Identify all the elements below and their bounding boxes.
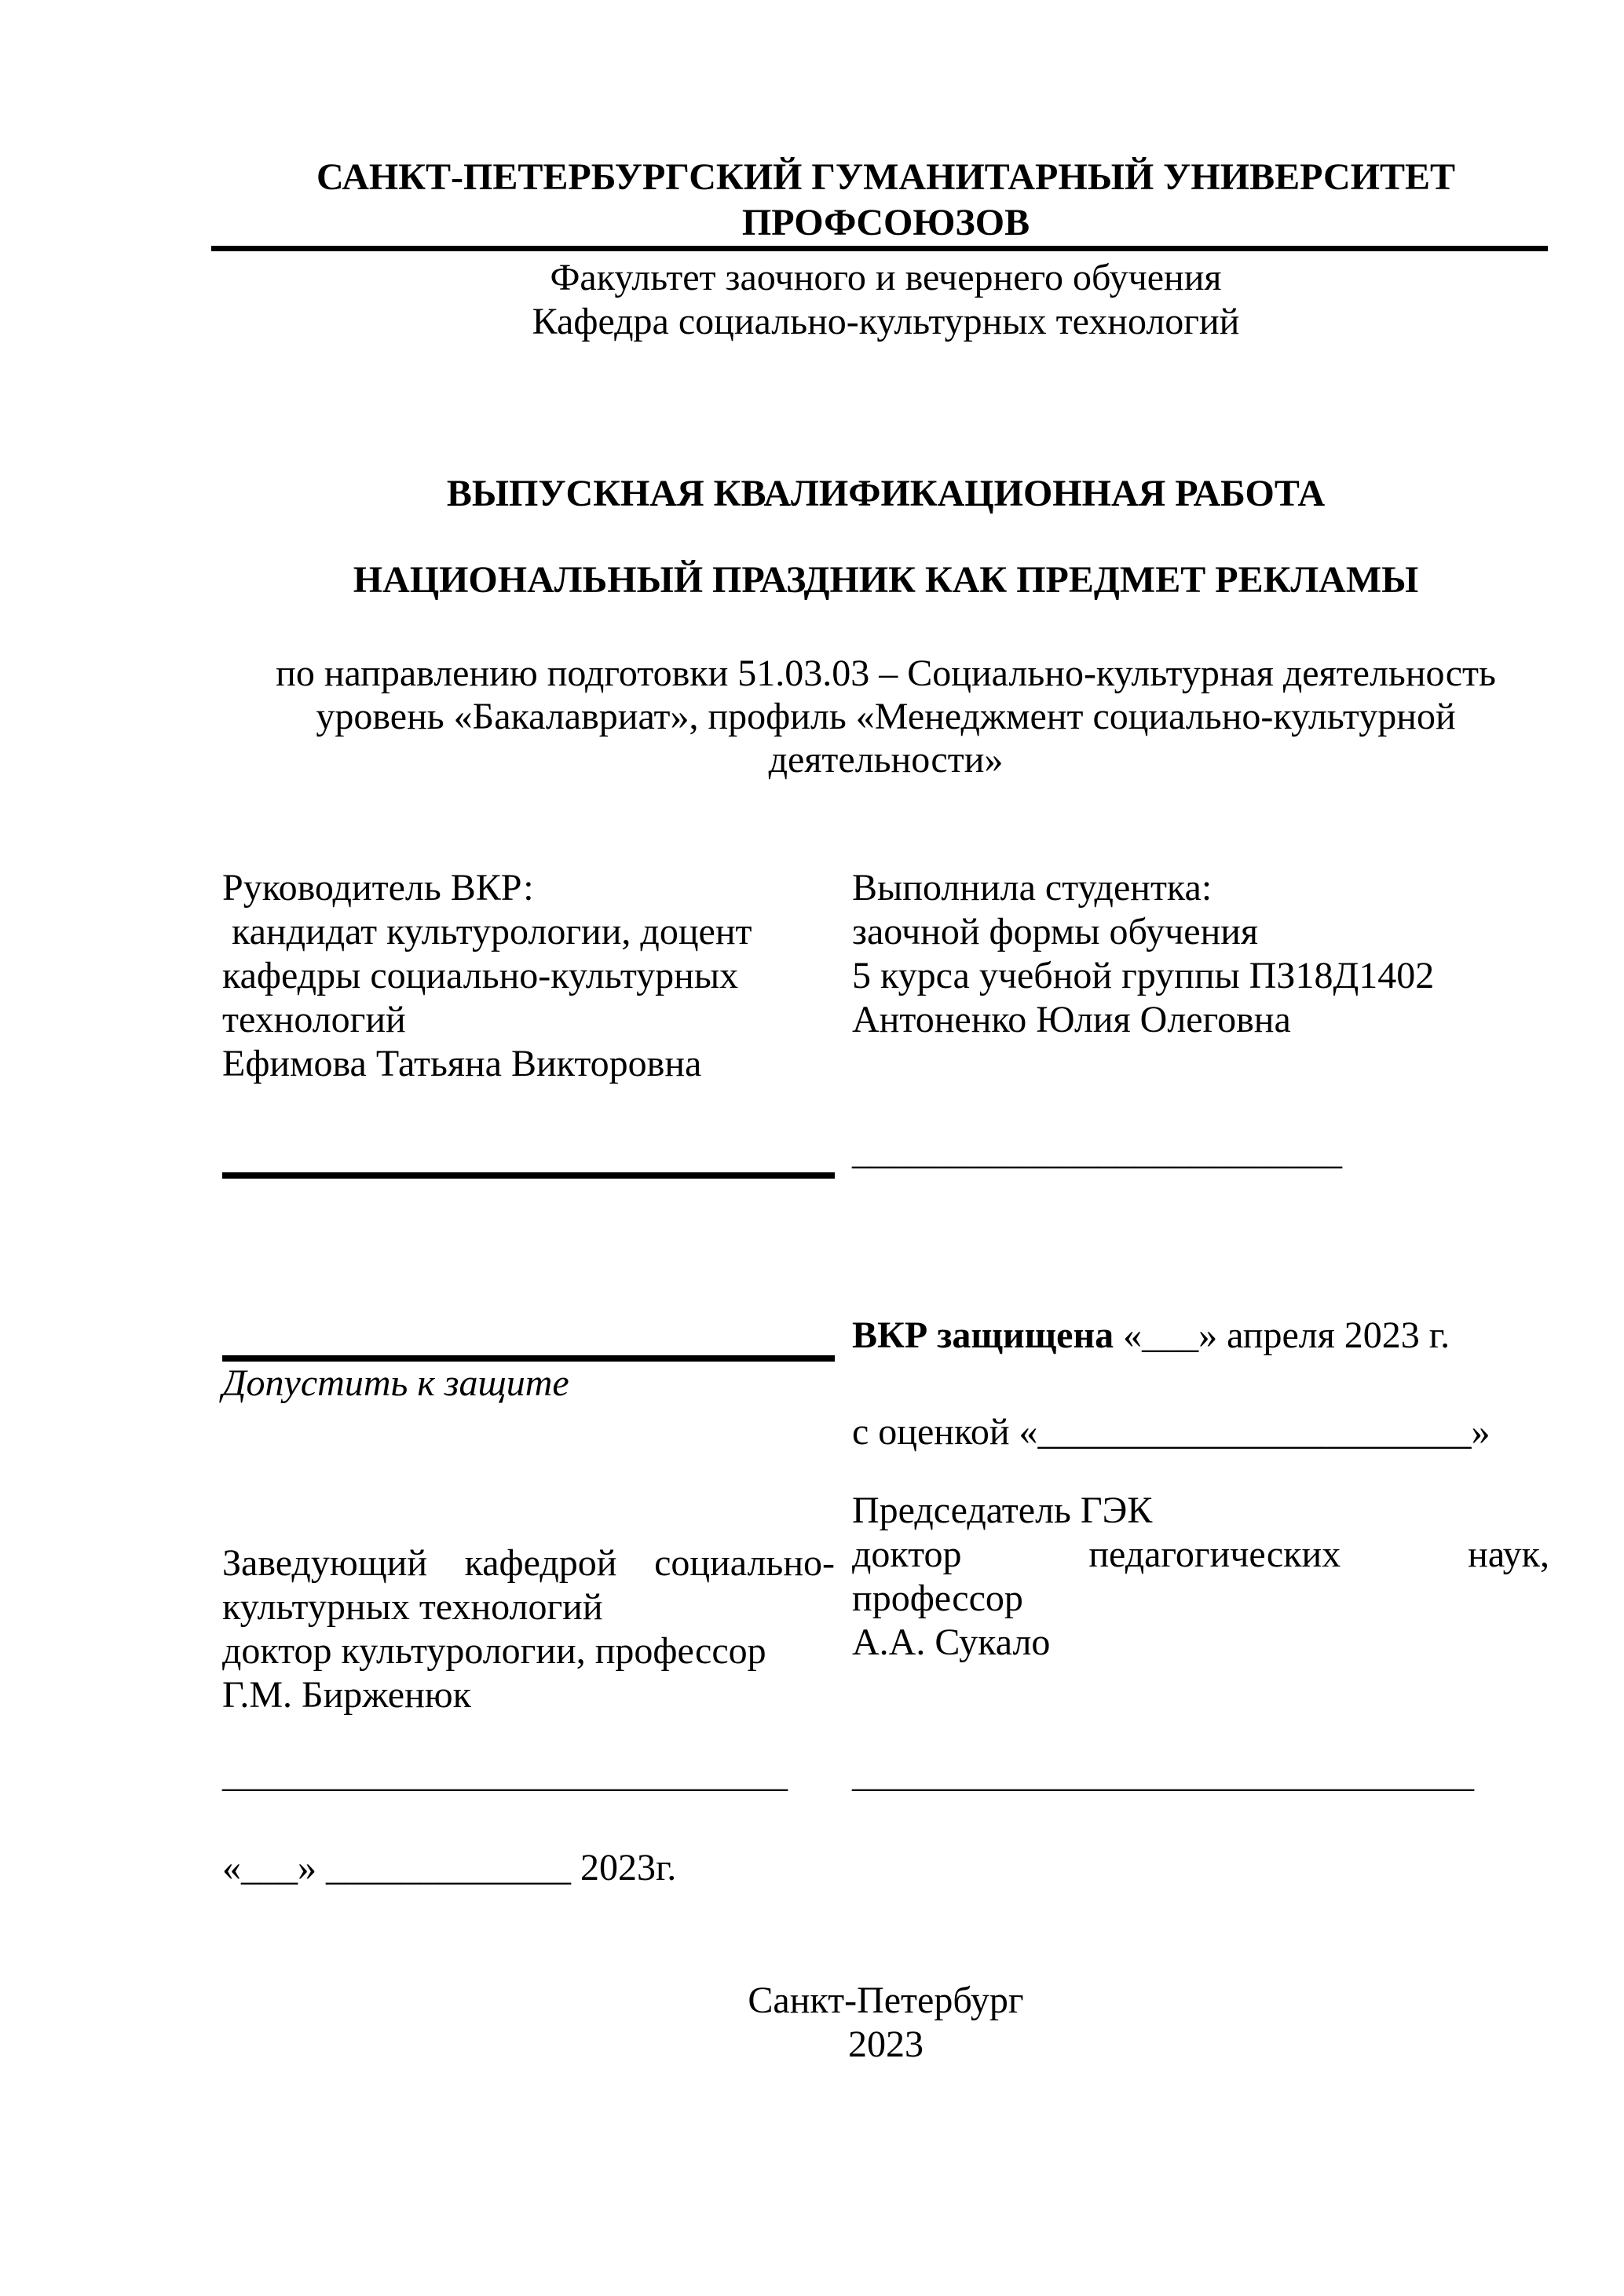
advisor-signature-cell [222,1130,835,1179]
student-block [852,866,1549,1086]
student-name: Антоненко Юлия Олеговна [852,999,1291,1040]
spacer [852,1358,1549,1410]
admission-label: Допустить к защите [222,1362,569,1404]
footer-city: Санкт-Петербург [748,1980,1024,2021]
people-columns [222,866,1549,1086]
program-info [222,652,1549,781]
admission-defense-columns [222,1314,1549,1717]
admission-block [222,1314,835,1717]
advisor-block [222,866,835,1086]
department-name: Кафедра социально-культурных технологий [532,301,1240,342]
spacer [222,1406,835,1541]
signature-row-1 [222,1130,1549,1179]
advisor-signature-rule [222,1172,835,1179]
advisor-line: кафедры социально-культурных [222,955,739,996]
advisor-line: кандидат культурологии, доцент [222,911,752,952]
student-signature-cell [852,1130,1549,1179]
signature-row-2 [222,1753,1549,1797]
department-head-line: Заведующий кафедрой социально- [222,1542,835,1584]
student-label: Выполнила студентка: [852,867,1213,909]
grade-line: с оценкой «_______________________» [852,1411,1490,1453]
defense-block [852,1314,1549,1717]
work-type-heading: ВЫПУСКНАЯ КВАЛИФИКАЦИОННАЯ РАБОТА [446,473,1326,514]
department-head-name: Г.М. Бирженюк [222,1674,471,1716]
department-head-line: доктор культурологии, профессор [222,1630,766,1672]
advisor-name: Ефимова Татьяна Викторовна [222,1043,702,1084]
program-line: по направлению подготовки 51.03.03 – Социально-культурная деятельность [276,653,1496,694]
chair-label: Председатель ГЭК [852,1490,1153,1531]
student-signature-line: __________________________ [852,1131,1342,1172]
chair-line: доктор педагогических наук, [852,1534,1549,1575]
admission-rule [222,1355,835,1362]
spacer [852,1454,1549,1489]
admission-date-line: «___» _____________ 2023г. [222,1847,677,1888]
defended-label: ВКР защищена [852,1314,1114,1356]
student-line: заочной формы обучения [852,911,1259,952]
chair-line: профессор [852,1578,1023,1619]
footer [222,1979,1549,2067]
defended-date: «___» апреля 2023 г. [1114,1314,1450,1356]
advisor-label: Руководитель ВКР: [222,867,534,909]
defended-line [852,1314,1549,1358]
footer-year: 2023 [848,2024,924,2065]
header-rule [211,246,1548,251]
spacer [222,1314,835,1355]
chair-signature-line: _________________________________ [852,1753,1474,1795]
admission-signature-line: ______________________________ [222,1753,788,1795]
program-line: уровень «Бакалавриат», профиль «Менеджмент социально-культурной [316,696,1456,737]
faculty-department [222,256,1549,344]
university-name [222,155,1549,246]
thesis-title: НАЦИОНАЛЬНЫЙ ПРАЗДНИК КАК ПРЕДМЕТ РЕКЛАМЫ [353,559,1419,601]
university-name-line1: САНКТ-ПЕТЕРБУРГСКИЙ ГУМАНИТАРНЫЙ УНИВЕРСИТЕТ [316,156,1456,198]
university-name-line2: ПРОФСОЮЗОВ [741,202,1030,243]
department-head-line: культурных технологий [222,1586,603,1628]
faculty-name: Факультет заочного и вечернего обучения [550,257,1222,298]
program-line: деятельности» [768,739,1004,781]
advisor-line: технологий [222,999,406,1040]
chair-name: А.А. Сукало [852,1621,1051,1663]
student-line: 5 курса учебной группы ПЗ18Д1402 [852,955,1435,996]
